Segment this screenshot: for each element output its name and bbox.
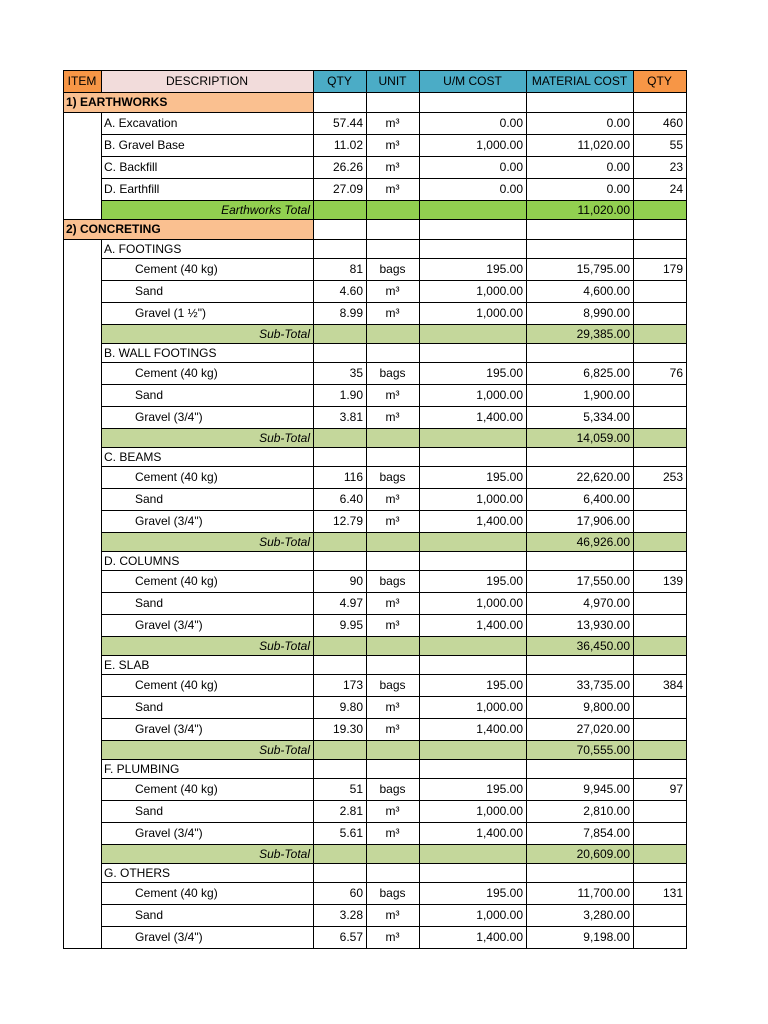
um-cost-cell[interactable]: 0.00 [499,182,523,196]
unit-cell[interactable]: m³ [385,306,400,320]
grid-line [101,112,102,219]
qty2-cell[interactable] [633,904,686,926]
unit-cell[interactable]: m³ [385,804,400,818]
subsection-heading[interactable]: E. SLAB [104,657,150,672]
grid-line [101,718,687,719]
description-cell[interactable]: Sand [135,492,164,506]
unit-cell[interactable]: bags [379,782,406,796]
grid-line [101,178,687,179]
material-cost-cell[interactable]: 0.00 [606,160,630,174]
um-cost-cell[interactable]: 1,000.00 [476,908,523,922]
material-cost-cell[interactable]: 4,600.00 [583,284,630,298]
unit-cell[interactable]: bags [379,574,406,588]
qty2-cell[interactable]: 253 [662,470,683,484]
qty2-cell[interactable] [633,718,686,740]
material-cost-cell[interactable]: 6,825.00 [583,366,630,380]
um-cost-cell[interactable]: 195.00 [486,470,523,484]
grid-line [101,674,687,675]
subsection-heading[interactable]: C. BEAMS [104,449,162,464]
qty-cell[interactable]: 81 [349,262,363,276]
qty-cell[interactable]: 51 [349,782,363,796]
qty2-cell[interactable]: 179 [662,262,683,276]
description-cell[interactable]: Sand [135,596,164,610]
qty2-cell[interactable]: 23 [669,160,683,174]
description-cell[interactable]: Gravel (1 ½") [135,306,206,320]
material-cost-cell[interactable]: 9,198.00 [583,930,630,944]
description-header[interactable]: DESCRIPTION [165,74,248,88]
grid-line [101,636,687,637]
um-cost-cell[interactable]: 1,000.00 [476,284,523,298]
qty2-cell[interactable] [633,696,686,718]
grid-line [101,134,687,135]
description-cell[interactable]: Cement (40 kg) [135,886,218,900]
grid-line [101,822,687,823]
um-cost-cell[interactable]: 1,000.00 [476,596,523,610]
qty2-cell[interactable] [633,614,686,636]
qty-cell[interactable]: 11.02 [333,138,363,152]
grid-line [63,92,687,93]
qty2-cell[interactable]: 24 [669,182,683,196]
description-cell[interactable]: Sand [135,908,164,922]
material-cost-cell[interactable]: 13,930.00 [576,618,630,632]
grid-line [101,466,687,467]
description-cell[interactable]: Sand [135,388,164,402]
um-cost-cell[interactable]: 1,000.00 [476,492,523,506]
material-cost-cell[interactable]: 17,550.00 [576,574,630,588]
qty2-cell[interactable] [633,800,686,822]
unit-cell[interactable]: bags [379,366,406,380]
subtotal-value[interactable]: 46,926.00 [576,534,630,549]
grid-line [686,70,687,948]
qty-cell[interactable]: 60 [349,886,363,900]
material-cost-cell[interactable]: 5,334.00 [583,410,630,424]
um-cost-cell[interactable]: 195.00 [486,782,523,796]
um-cost-cell[interactable]: 195.00 [486,886,523,900]
qty2-cell[interactable] [633,280,686,302]
description-cell[interactable]: Gravel (3/4") [135,722,203,736]
unit-cell[interactable]: m³ [385,908,400,922]
material-cost-cell[interactable]: 11,020.00 [577,138,630,152]
grid-line [101,655,687,656]
qty2-cell[interactable] [633,510,686,532]
qty2-cell[interactable] [633,488,686,510]
subtotal-label[interactable]: Sub-Total [259,742,310,757]
material-cost-cell[interactable]: 15,795.00 [576,262,630,276]
qty-cell[interactable]: 27.09 [332,182,363,196]
unit-cell[interactable]: bags [379,262,406,276]
grid-line [101,759,687,760]
unit-cell[interactable]: m³ [385,596,400,610]
grid-line [101,863,687,864]
um-cost-cell[interactable]: 1,000.00 [476,804,523,818]
grid-line [101,551,687,552]
qty-cell[interactable]: 3.28 [339,908,363,922]
subtotal-value[interactable]: 36,450.00 [576,638,630,653]
description-cell[interactable]: Sand [135,284,164,298]
unit-cell[interactable]: m³ [385,826,400,840]
material-cost-cell[interactable]: 1,900.00 [583,388,630,402]
description-cell[interactable]: Sand [135,700,164,714]
grid-line [101,343,687,344]
um-cost-cell[interactable]: 195.00 [486,574,523,588]
grid-line [101,800,687,801]
unit-cell[interactable]: m³ [385,160,400,174]
subtotal-value[interactable]: 20,609.00 [576,846,630,861]
unit-cell[interactable]: m³ [385,388,400,402]
qty2-cell[interactable]: 139 [662,574,683,588]
um-cost-header[interactable]: U/M COST [443,74,502,88]
material-cost-cell[interactable]: 2,810.00 [583,804,630,818]
grid-line [101,844,687,845]
grid-line [419,70,420,948]
item-header[interactable]: ITEM [67,74,97,88]
qty-cell[interactable]: 35 [349,366,363,380]
grid-line [366,70,367,948]
material-cost-cell[interactable]: 27,020.00 [576,722,630,736]
um-cost-cell[interactable]: 1,400.00 [476,826,523,840]
grid-line [63,112,687,113]
material-cost-cell[interactable]: 4,970.00 [583,596,630,610]
grid-line [101,406,687,407]
material-cost-cell[interactable]: 22,620.00 [576,470,630,484]
grid-line [101,904,687,905]
qty-cell[interactable]: 9.95 [339,618,363,632]
qty-cell[interactable]: 26.26 [332,160,363,174]
description-cell[interactable]: Cement (40 kg) [135,366,218,380]
grid-line [63,70,687,71]
earthworks-total-label[interactable]: Earthworks Total [221,202,310,217]
subtotal-value[interactable]: 14,059.00 [576,430,630,445]
subsection-heading[interactable]: B. WALL FOOTINGS [104,345,217,360]
unit-cell[interactable]: m³ [385,700,400,714]
grid-line [101,696,687,697]
grid-line [101,882,687,883]
grid-line [101,592,687,593]
grid-line [313,70,314,948]
unit-cell[interactable]: m³ [385,492,400,506]
qty2-cell[interactable]: 97 [669,782,683,796]
material-cost-cell[interactable]: 11,700.00 [577,886,630,900]
grid-line [101,258,687,259]
subsection-heading[interactable]: D. COLUMNS [104,553,180,568]
grid-line [101,740,687,741]
qty-cell[interactable]: 19.30 [332,722,363,736]
qty-cell[interactable]: 57.44 [332,116,363,130]
unit-cell[interactable]: m³ [385,138,400,152]
description-cell[interactable]: C. Backfill [104,160,158,174]
qty2-cell[interactable] [633,384,686,406]
grid-line [63,70,64,948]
section-heading[interactable]: 1) EARTHWORKS [66,95,168,109]
unit-header[interactable]: UNIT [378,74,407,88]
grid-line [101,280,687,281]
grid-line [63,239,687,240]
qty-cell[interactable]: 4.60 [339,284,363,298]
description-cell[interactable]: Cement (40 kg) [135,574,218,588]
material-cost-header[interactable]: MATERIAL COST [531,74,628,88]
description-cell[interactable]: Gravel (3/4") [135,618,203,632]
um-cost-cell[interactable]: 195.00 [486,678,523,692]
subtotal-value[interactable]: 29,385.00 [576,326,630,341]
grid-line [101,156,687,157]
qty-cell[interactable]: 173 [342,678,363,692]
subtotal-label[interactable]: Sub-Total [259,430,310,445]
grid-line [101,926,687,927]
qty-cell[interactable]: 3.81 [339,410,363,424]
grid-line [63,948,687,949]
description-cell[interactable]: Gravel (3/4") [135,930,203,944]
unit-cell[interactable]: m³ [385,410,400,424]
description-cell[interactable]: Cement (40 kg) [135,678,218,692]
um-cost-cell[interactable]: 1,400.00 [476,618,523,632]
grid-line [101,362,687,363]
material-cost-cell[interactable]: 3,280.00 [583,908,630,922]
material-cost-cell[interactable]: 8,990.00 [583,306,630,320]
grid-line [101,324,687,325]
grid-line [101,428,687,429]
qty-cell[interactable]: 9.80 [339,700,363,714]
grid-line [63,219,687,220]
grid-line [101,302,687,303]
material-cost-cell[interactable]: 7,854.00 [583,826,630,840]
subtotal-label[interactable]: Sub-Total [259,638,310,653]
unit-cell[interactable]: bags [379,678,406,692]
unit-cell[interactable]: m³ [385,182,400,196]
grid-line [101,510,687,511]
unit-cell[interactable]: m³ [385,722,400,736]
unit-cell[interactable]: m³ [385,514,400,528]
description-cell[interactable]: B. Gravel Base [104,138,185,152]
grid-line [101,488,687,489]
unit-cell[interactable]: m³ [385,930,400,944]
subsection-heading[interactable]: F. PLUMBING [104,761,180,776]
qty2-cell[interactable]: 460 [662,116,683,130]
grid-line [101,532,687,533]
qty2-cell[interactable] [633,926,686,948]
um-cost-cell[interactable]: 1,000.00 [476,388,523,402]
grid-line [101,70,102,92]
um-cost-cell[interactable]: 1,400.00 [476,514,523,528]
subtotal-label[interactable]: Sub-Total [259,326,310,341]
earthworks-total-value[interactable]: 11,020.00 [577,202,630,217]
description-cell[interactable]: Gravel (3/4") [135,826,203,840]
um-cost-cell[interactable]: 1,400.00 [476,930,523,944]
grid-line [101,778,687,779]
um-cost-cell[interactable]: 0.00 [499,160,523,174]
subsection-heading[interactable]: G. OTHERS [104,865,171,880]
grid-line [101,614,687,615]
grid-line [633,70,634,948]
material-cost-cell[interactable]: 0.00 [606,116,630,130]
qty-cell[interactable]: 90 [349,574,363,588]
qty-header[interactable]: QTY [327,74,352,88]
grid-line [101,384,687,385]
subsection-heading[interactable]: A. FOOTINGS [104,241,182,256]
description-cell[interactable]: D. Earthfill [104,182,160,196]
subtotal-label[interactable]: Sub-Total [259,846,310,861]
material-cost-cell[interactable]: 17,906.00 [576,514,630,528]
qty2-header[interactable]: QTY [647,74,672,88]
description-cell[interactable]: Cement (40 kg) [135,782,218,796]
material-cost-cell[interactable]: 6,400.00 [583,492,630,506]
um-cost-cell[interactable]: 1,400.00 [476,722,523,736]
unit-cell[interactable]: m³ [385,116,400,130]
qty-cell[interactable]: 116 [343,470,363,484]
qty-cell[interactable]: 6.57 [339,930,363,944]
qty2-cell[interactable] [633,302,686,324]
unit-cell[interactable]: bags [379,470,406,484]
um-cost-cell[interactable]: 1,000.00 [476,700,523,714]
um-cost-cell[interactable]: 195.00 [486,262,523,276]
qty2-cell[interactable]: 55 [669,138,683,152]
um-cost-cell[interactable]: 1,400.00 [476,410,523,424]
qty2-cell[interactable]: 384 [662,678,683,692]
grid-line [101,200,687,201]
subtotal-label[interactable]: Sub-Total [259,534,310,549]
qty-cell[interactable]: 12.79 [332,514,363,528]
description-cell[interactable]: Gravel (3/4") [135,514,203,528]
material-cost-cell[interactable]: 9,800.00 [583,700,630,714]
description-cell[interactable]: Cement (40 kg) [135,262,218,276]
grid-line [101,570,687,571]
material-cost-cell[interactable]: 0.00 [606,182,630,196]
description-cell[interactable]: Sand [135,804,164,818]
um-cost-cell[interactable]: 195.00 [486,366,523,380]
qty-cell[interactable]: 6.40 [339,492,363,506]
qty2-cell[interactable] [633,822,686,844]
unit-cell[interactable]: bags [379,886,406,900]
description-cell[interactable]: A. Excavation [104,116,178,130]
unit-cell[interactable]: m³ [385,284,400,298]
um-cost-cell[interactable]: 1,000.00 [476,306,523,320]
qty-cell[interactable]: 1.90 [339,388,363,402]
qty-cell[interactable]: 8.99 [339,306,363,320]
subtotal-value[interactable]: 70,555.00 [576,742,630,757]
grid-line [526,70,527,948]
material-cost-cell[interactable]: 9,945.00 [583,782,630,796]
grid-line [101,239,102,948]
qty-cell[interactable]: 4.97 [339,596,363,610]
qty2-cell[interactable] [633,406,686,428]
qty2-cell[interactable]: 76 [669,366,683,380]
unit-cell[interactable]: m³ [385,618,400,632]
description-cell[interactable]: Cement (40 kg) [135,470,218,484]
description-cell[interactable]: Gravel (3/4") [135,410,203,424]
qty-cell[interactable]: 2.81 [339,804,363,818]
um-cost-cell[interactable]: 1,000.00 [476,138,523,152]
material-cost-cell[interactable]: 33,735.00 [576,678,630,692]
qty2-cell[interactable]: 131 [662,886,683,900]
um-cost-cell[interactable]: 0.00 [499,116,523,130]
qty2-cell[interactable] [633,592,686,614]
grid-line [101,447,687,448]
section-heading[interactable]: 2) CONCRETING [66,222,161,236]
qty-cell[interactable]: 5.61 [339,826,363,840]
